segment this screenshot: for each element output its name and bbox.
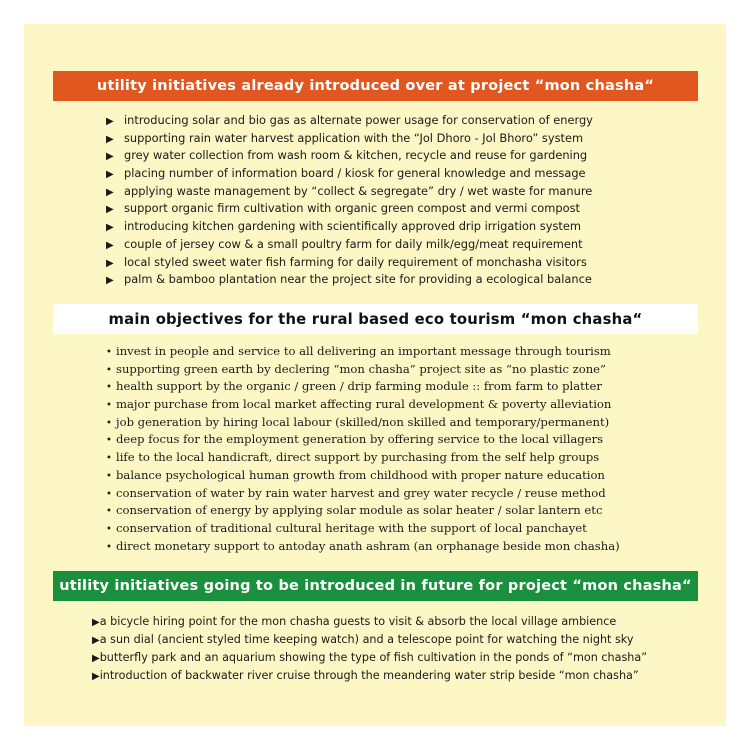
list-item xyxy=(92,613,647,631)
introduced-initiatives-list xyxy=(106,112,593,289)
item-text: balance psychological human growth from childhood with proper nature education xyxy=(116,467,605,482)
item-text: conservation of energy by applying solar module as solar heater / solar lantern etc xyxy=(116,503,603,518)
item-text: job generation by hiring local labour (skilled/non skilled and temporary/permanent) xyxy=(116,414,610,429)
list-item xyxy=(106,538,620,556)
item-text: support organic firm cultivation with organic green compost and vermi compost xyxy=(124,201,580,216)
item-text: couple of jersey cow & a small poultry farm for daily milk/egg/meat requirement xyxy=(124,236,583,251)
list-item xyxy=(92,631,647,649)
item-text: introducing kitchen gardening with scientifically approved drip irrigation system xyxy=(124,219,581,234)
triangle-right-icon: ▶ xyxy=(92,617,100,628)
list-item xyxy=(106,396,620,414)
triangle-right-icon: ▶ xyxy=(106,116,114,127)
triangle-right-icon: ▶ xyxy=(106,275,114,287)
item-text: palm & bamboo plantation near the project site for providing a ecological balance xyxy=(124,272,592,287)
dot-icon: • xyxy=(106,470,112,482)
dot-icon: • xyxy=(106,523,112,535)
list-item xyxy=(106,254,593,272)
list-item xyxy=(106,200,593,218)
section-title: utility initiatives already introduced over at project “mon chasha“ xyxy=(96,78,655,94)
section-header-introduced xyxy=(53,71,698,101)
list-item xyxy=(106,183,593,201)
list-item xyxy=(106,520,620,538)
list-item xyxy=(106,467,620,485)
future-initiatives-list xyxy=(92,613,647,685)
list-item xyxy=(92,667,647,685)
dot-icon: • xyxy=(106,400,112,412)
triangle-right-icon: ▶ xyxy=(106,151,114,163)
item-text: introducing solar and bio gas as alternate power usage for conservation of energy xyxy=(124,113,593,127)
dot-icon: • xyxy=(106,506,112,518)
dot-icon: • xyxy=(106,382,112,394)
item-text: grey water collection from wash room & kitchen, recycle and reuse for gardening xyxy=(124,148,588,163)
list-item xyxy=(106,361,620,379)
item-text: local styled sweet water fish farming for daily requirement of monchasha visitors xyxy=(124,254,587,269)
dot-icon: • xyxy=(106,541,112,553)
list-item xyxy=(106,165,593,183)
list-item xyxy=(92,649,647,667)
triangle-right-icon: ▶ xyxy=(106,222,114,234)
list-item xyxy=(106,236,593,254)
item-text: butterfly park and an aquarium showing the type of fish cultivation in the ponds of “mon chasha” xyxy=(99,651,648,664)
dot-icon: • xyxy=(106,435,112,447)
list-item xyxy=(106,112,593,130)
triangle-right-icon: ▶ xyxy=(92,635,100,646)
item-text: conservation of water by rain water harvest and grey water recycle / reuse method xyxy=(116,485,606,500)
triangle-right-icon: ▶ xyxy=(106,186,114,198)
triangle-right-icon: ▶ xyxy=(106,133,114,145)
list-item xyxy=(106,343,620,361)
triangle-right-icon: ▶ xyxy=(106,169,114,181)
list-item xyxy=(106,271,593,289)
list-item xyxy=(106,502,620,520)
triangle-right-icon: ▶ xyxy=(92,653,100,664)
list-item xyxy=(106,378,620,396)
list-item xyxy=(106,147,593,165)
list-item xyxy=(106,218,593,236)
item-text: direct monetary support to antoday anath ashram (an orphanage beside mon chasha) xyxy=(116,538,620,553)
item-text: a sun dial (ancient styled time keeping watch) and a telescope point for watching the night sky xyxy=(99,633,634,646)
item-text: invest in people and service to all delivering an important message through tourism xyxy=(116,344,611,358)
triangle-right-icon: ▶ xyxy=(106,257,114,269)
list-item xyxy=(106,485,620,503)
list-item xyxy=(106,431,620,449)
list-item xyxy=(106,449,620,467)
item-text: introduction of backwater river cruise through the meandering water strip beside “mon chasha” xyxy=(99,669,639,682)
triangle-right-icon: ▶ xyxy=(92,671,100,682)
item-text: a bicycle hiring point for the mon chasha guests to visit & absorb the local village ambience xyxy=(99,615,617,628)
item-text: placing number of information board / kiosk for general knowledge and message xyxy=(124,166,586,181)
dot-icon: • xyxy=(106,488,112,500)
triangle-right-icon: ▶ xyxy=(106,204,114,216)
dot-icon: • xyxy=(106,364,112,376)
section-header-future xyxy=(53,571,698,601)
item-text: major purchase from local market affecting rural development & poverty alleviation xyxy=(116,397,612,412)
item-text: conservation of traditional cultural heritage with the support of local panchayet xyxy=(116,520,587,535)
item-text: life to the local handicraft, direct support by purchasing from the self help groups xyxy=(116,450,600,465)
dot-icon: • xyxy=(106,347,112,358)
item-text: supporting rain water harvest application with the “Jol Dhoro - Jol Bhoro” system xyxy=(124,130,584,145)
section-title: utility initiatives going to be introduced in future for project “mon chasha“ xyxy=(59,578,692,594)
dot-icon: • xyxy=(106,453,112,465)
list-item xyxy=(106,130,593,148)
content-panel xyxy=(24,24,726,726)
section-header-objectives xyxy=(53,304,698,334)
item-text: health support by the organic / green / drip farming module :: from farm to platter xyxy=(116,379,602,394)
triangle-right-icon: ▶ xyxy=(106,239,114,251)
item-text: applying waste management by “collect & segregate” dry / wet waste for manure xyxy=(124,183,593,198)
list-item xyxy=(106,414,620,432)
dot-icon: • xyxy=(106,417,112,429)
item-text: supporting green earth by declering “mon chasha” project site as “no plastic zone” xyxy=(116,361,606,376)
objectives-list xyxy=(106,343,620,555)
item-text: deep focus for the employment generation by offering service to the local villagers xyxy=(116,432,604,447)
section-title: main objectives for the rural based eco tourism “mon chasha“ xyxy=(108,310,643,328)
